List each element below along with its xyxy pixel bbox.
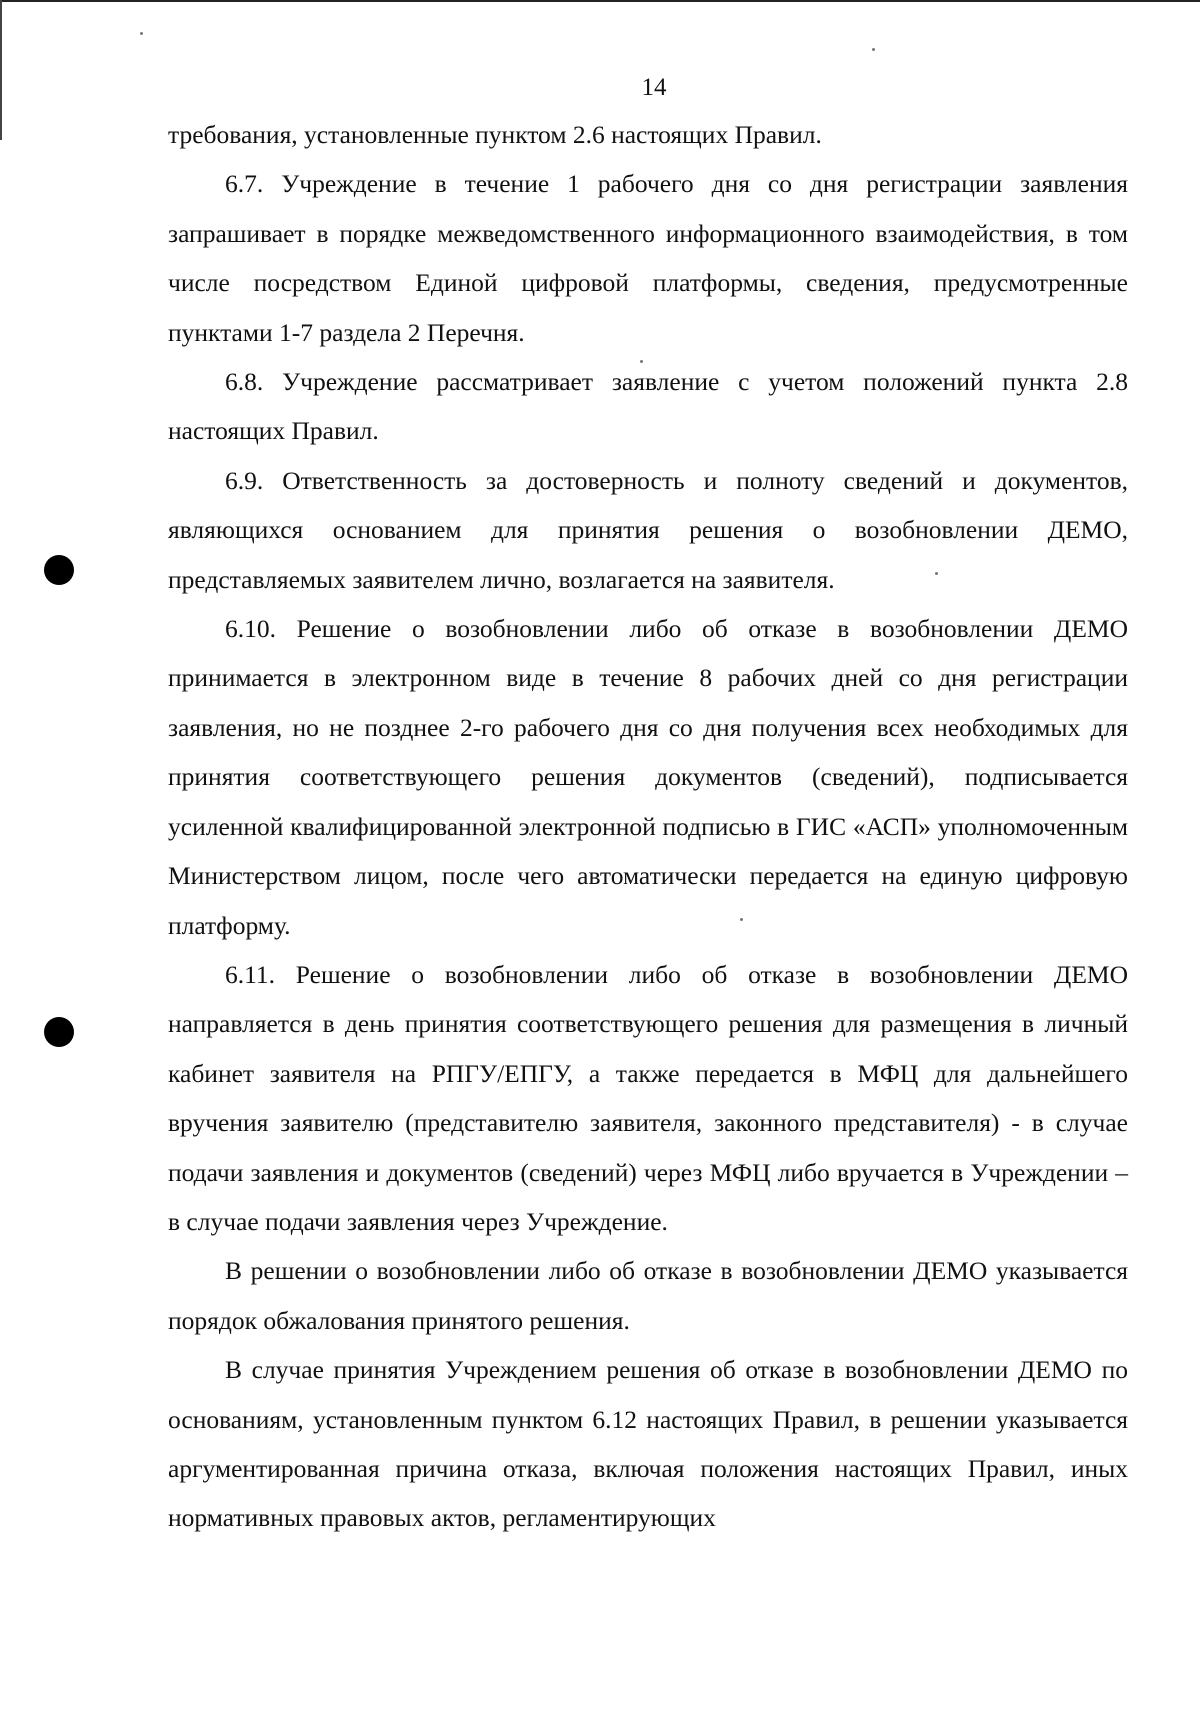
paragraph-refusal-reason: В случае принятия Учреждением решения об отказе в возобновлении ДЕМО по основаниям, установленным пунктом 6.12 настоящих Правил, в решении указывается аргументированная причина отказа, включая положения настоящих Правил, иных нормативных правовых актов, регламентирующих xyxy=(168,1355,1128,1533)
paragraph-appeal-procedure: В решении о возобновлении либо об отказе в возобновлении ДЕМО указывается порядок обжалования принятого решения. xyxy=(168,1256,1128,1335)
scan-speck xyxy=(872,48,875,51)
scan-left-edge xyxy=(0,0,2,140)
page-number: 14 xyxy=(641,74,667,101)
punch-hole-mark xyxy=(44,555,74,585)
document-page xyxy=(168,65,1128,1543)
paragraph-6-8: 6.8. Учреждение рассматривает заявление с учетом положений пункта 2.8 настоящих Правил. xyxy=(168,367,1128,446)
punch-hole-mark xyxy=(44,1017,74,1047)
scan-top-edge xyxy=(0,0,1200,2)
scan-speck xyxy=(140,32,143,35)
paragraph-6-10: 6.10. Решение о возобновлении либо об отказе в возобновлении ДЕМО принимается в электронном виде в течение 8 рабочих дней со дня регистрации заявления, но не позднее 2-го рабочего дня со дня получения всех необходимых для принятия соответствующего решения документов (сведений), подписывается усиленной квалифицированной электронной подписью в ГИС «АСП» уполномоченным Министерством лицом, после чего автоматически передается на единую цифровую платформу. xyxy=(168,614,1128,940)
paragraph-6-11: 6.11. Решение о возобновлении либо об отказе в возобновлении ДЕМО направляется в день принятия соответствующего решения для размещения в личный кабинет заявителя на РПГУ/ЕПГУ, а также передается в МФЦ для дальнейшего вручения заявителю (представителю заявителя, законного представителя) - в случае подачи заявления и документов (сведений) через МФЦ либо вручается в Учреждении – в случае подачи заявления через Учреждение. xyxy=(168,959,1128,1236)
paragraph-6-9: 6.9. Ответственность за достоверность и полноту сведений и документов, являющихся основанием для принятия решения о возобновлении ДЕМО, представляемых заявителем лично, возлагается на заявителя. xyxy=(168,465,1128,594)
paragraph-6-7: 6.7. Учреждение в течение 1 рабочего дня со дня регистрации заявления запрашивает в порядке межведомственного информационного взаимодействия, в том числе посредством Единой цифровой платформы, сведения, предусмотренные пунктами 1-7 раздела 2 Перечня. xyxy=(168,169,1128,347)
paragraph-continuation: требования, установленные пунктом 2.6 настоящих Правил. xyxy=(168,120,822,149)
